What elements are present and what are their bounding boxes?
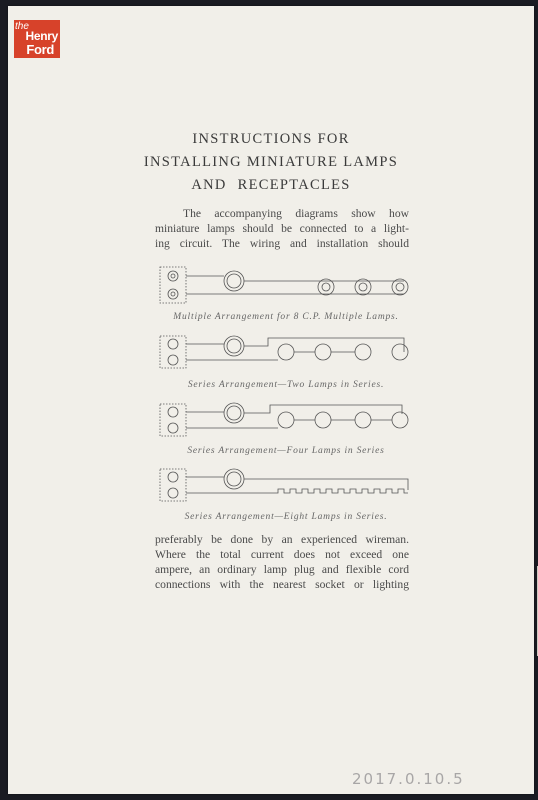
intro-paragraph: The accompanying diagrams show how miniature lamps should be connected to a light- ing circuit. The wiring and installation should xyxy=(155,207,409,250)
document-page xyxy=(8,6,534,794)
title-line-2: INSTALLING MINIATURE LAMPS xyxy=(143,154,399,170)
diagram-caption-3: Series Arrangement—Four Lamps in Series xyxy=(187,446,385,456)
title-line-1: INSTRUCTIONS FOR xyxy=(192,131,350,147)
diagram-caption-2: Series Arrangement—Two Lamps in Series. xyxy=(187,380,385,390)
diagram-caption-4: Series Arrangement—Eight Lamps in Series. xyxy=(184,512,388,522)
four-lamps-series-diagram xyxy=(158,400,418,440)
closing-paragraph: preferably be done by an experienced wireman. Where the total current does not exceed one ampere, an ordinary lamp plug and flexible cord connections with the nearest socket or lighting xyxy=(155,533,409,591)
eight-lamps-series-diagram xyxy=(158,464,418,506)
diagram-caption-1: Multiple Arrangement for 8 C.P. Multiple Lamps. xyxy=(173,312,399,322)
multiple-arrangement-diagram xyxy=(158,264,418,308)
henry-ford-logo: the Henry Ford xyxy=(15,21,58,57)
title-line-3: AND RECEPTACLES xyxy=(191,177,351,193)
catalog-number: 2017.0.10.5 xyxy=(352,770,465,788)
two-lamps-series-diagram xyxy=(158,332,418,372)
